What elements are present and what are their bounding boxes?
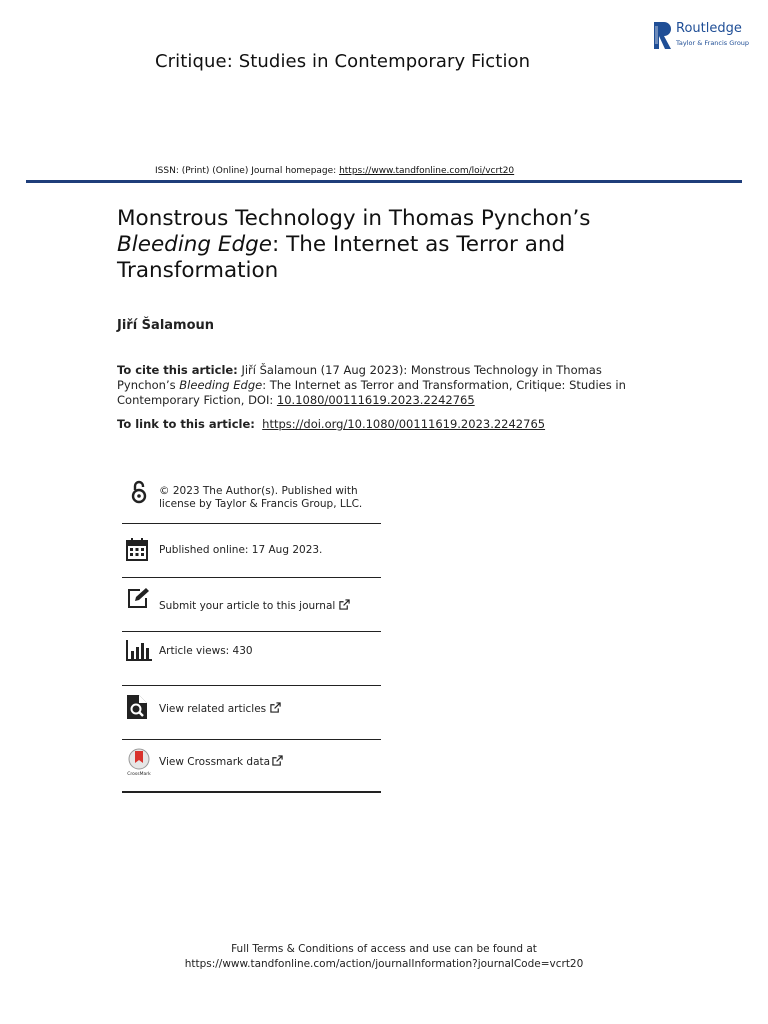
publisher-logo[interactable] [652,20,752,50]
title-part-1: Monstrous Technology in Thomas Pynchon’s [117,206,591,231]
publisher-name: Routledge [676,21,742,36]
views-row [122,632,381,686]
edit-icon [126,587,152,609]
article-title [117,206,677,284]
license-row [122,472,381,524]
published-date-text: Published online: 17 Aug 2023. [159,544,323,556]
citation-label: To cite this article: [117,363,238,377]
related-row[interactable] [122,686,381,740]
crossmark-row[interactable] [122,740,381,793]
related-articles-icon [126,694,148,720]
open-access-icon [126,479,152,505]
footer [0,942,768,972]
title-italic: Bleeding Edge [117,232,273,257]
submit-article-text: Submit your article to this journal [159,600,336,612]
publisher-subtitle: Taylor & Francis Group [676,39,750,47]
journal-title: Critique: Studies in Contemporary Fiction [155,51,531,72]
issn-line [155,166,514,176]
external-link-icon [270,702,281,713]
citation-text-1: Jiří Šalamoun (17 Aug 2023): Monstrous Technology in Thomas Pynchon’s [117,363,602,392]
article-link-line [117,417,545,431]
footer-terms-url[interactable]: https://www.tandfonline.com/action/journalInformation?journalCode=vcrt20 [184,958,584,970]
related-articles-text: View related articles [159,703,267,715]
journal-homepage-link[interactable]: https://www.tandfonline.com/loi/vcrt20 [339,166,515,176]
bar-chart-icon [126,640,152,662]
article-views-text: Article views: 430 [159,645,253,657]
published-row [122,524,381,578]
info-box [122,472,381,793]
header-rule [26,180,742,183]
footer-line-1: Full Terms & Conditions of access and use can be found at [231,943,537,955]
crossmark-link[interactable] [159,755,283,769]
license-text: © 2023 The Author(s). Published with license by Taylor & Francis Group, LLC. [159,485,363,510]
issn-text: ISSN: (Print) (Online) Journal homepage: [155,166,340,176]
external-link-icon [272,755,283,766]
submit-row[interactable] [122,578,381,632]
citation-block [117,363,647,408]
author-name[interactable]: Jiří Šalamoun [117,318,215,333]
crossmark-icon [126,748,152,776]
submit-article-link[interactable] [159,599,350,613]
external-link-icon [339,599,350,610]
calendar-icon [126,537,148,561]
related-articles-link[interactable] [159,702,281,716]
link-label: To link to this article: [117,417,255,431]
citation-italic: Bleeding Edge [179,378,263,392]
crossmark-text: View Crossmark data [159,756,271,768]
doi-link[interactable]: 10.1080/00111619.2023.2242765 [276,393,475,407]
crossmark-logo-text: CrossMark [127,772,151,776]
citation-text-2: : The Internet as Terror and Transformation, Critique: Studies in Contemporary Fiction, DOI: [117,378,626,407]
article-doi-url[interactable]: https://doi.org/10.1080/00111619.2023.2242765 [262,417,546,431]
title-part-2: : The Internet as Terror and Transformation [117,232,566,283]
routledge-logo-icon [652,22,672,49]
